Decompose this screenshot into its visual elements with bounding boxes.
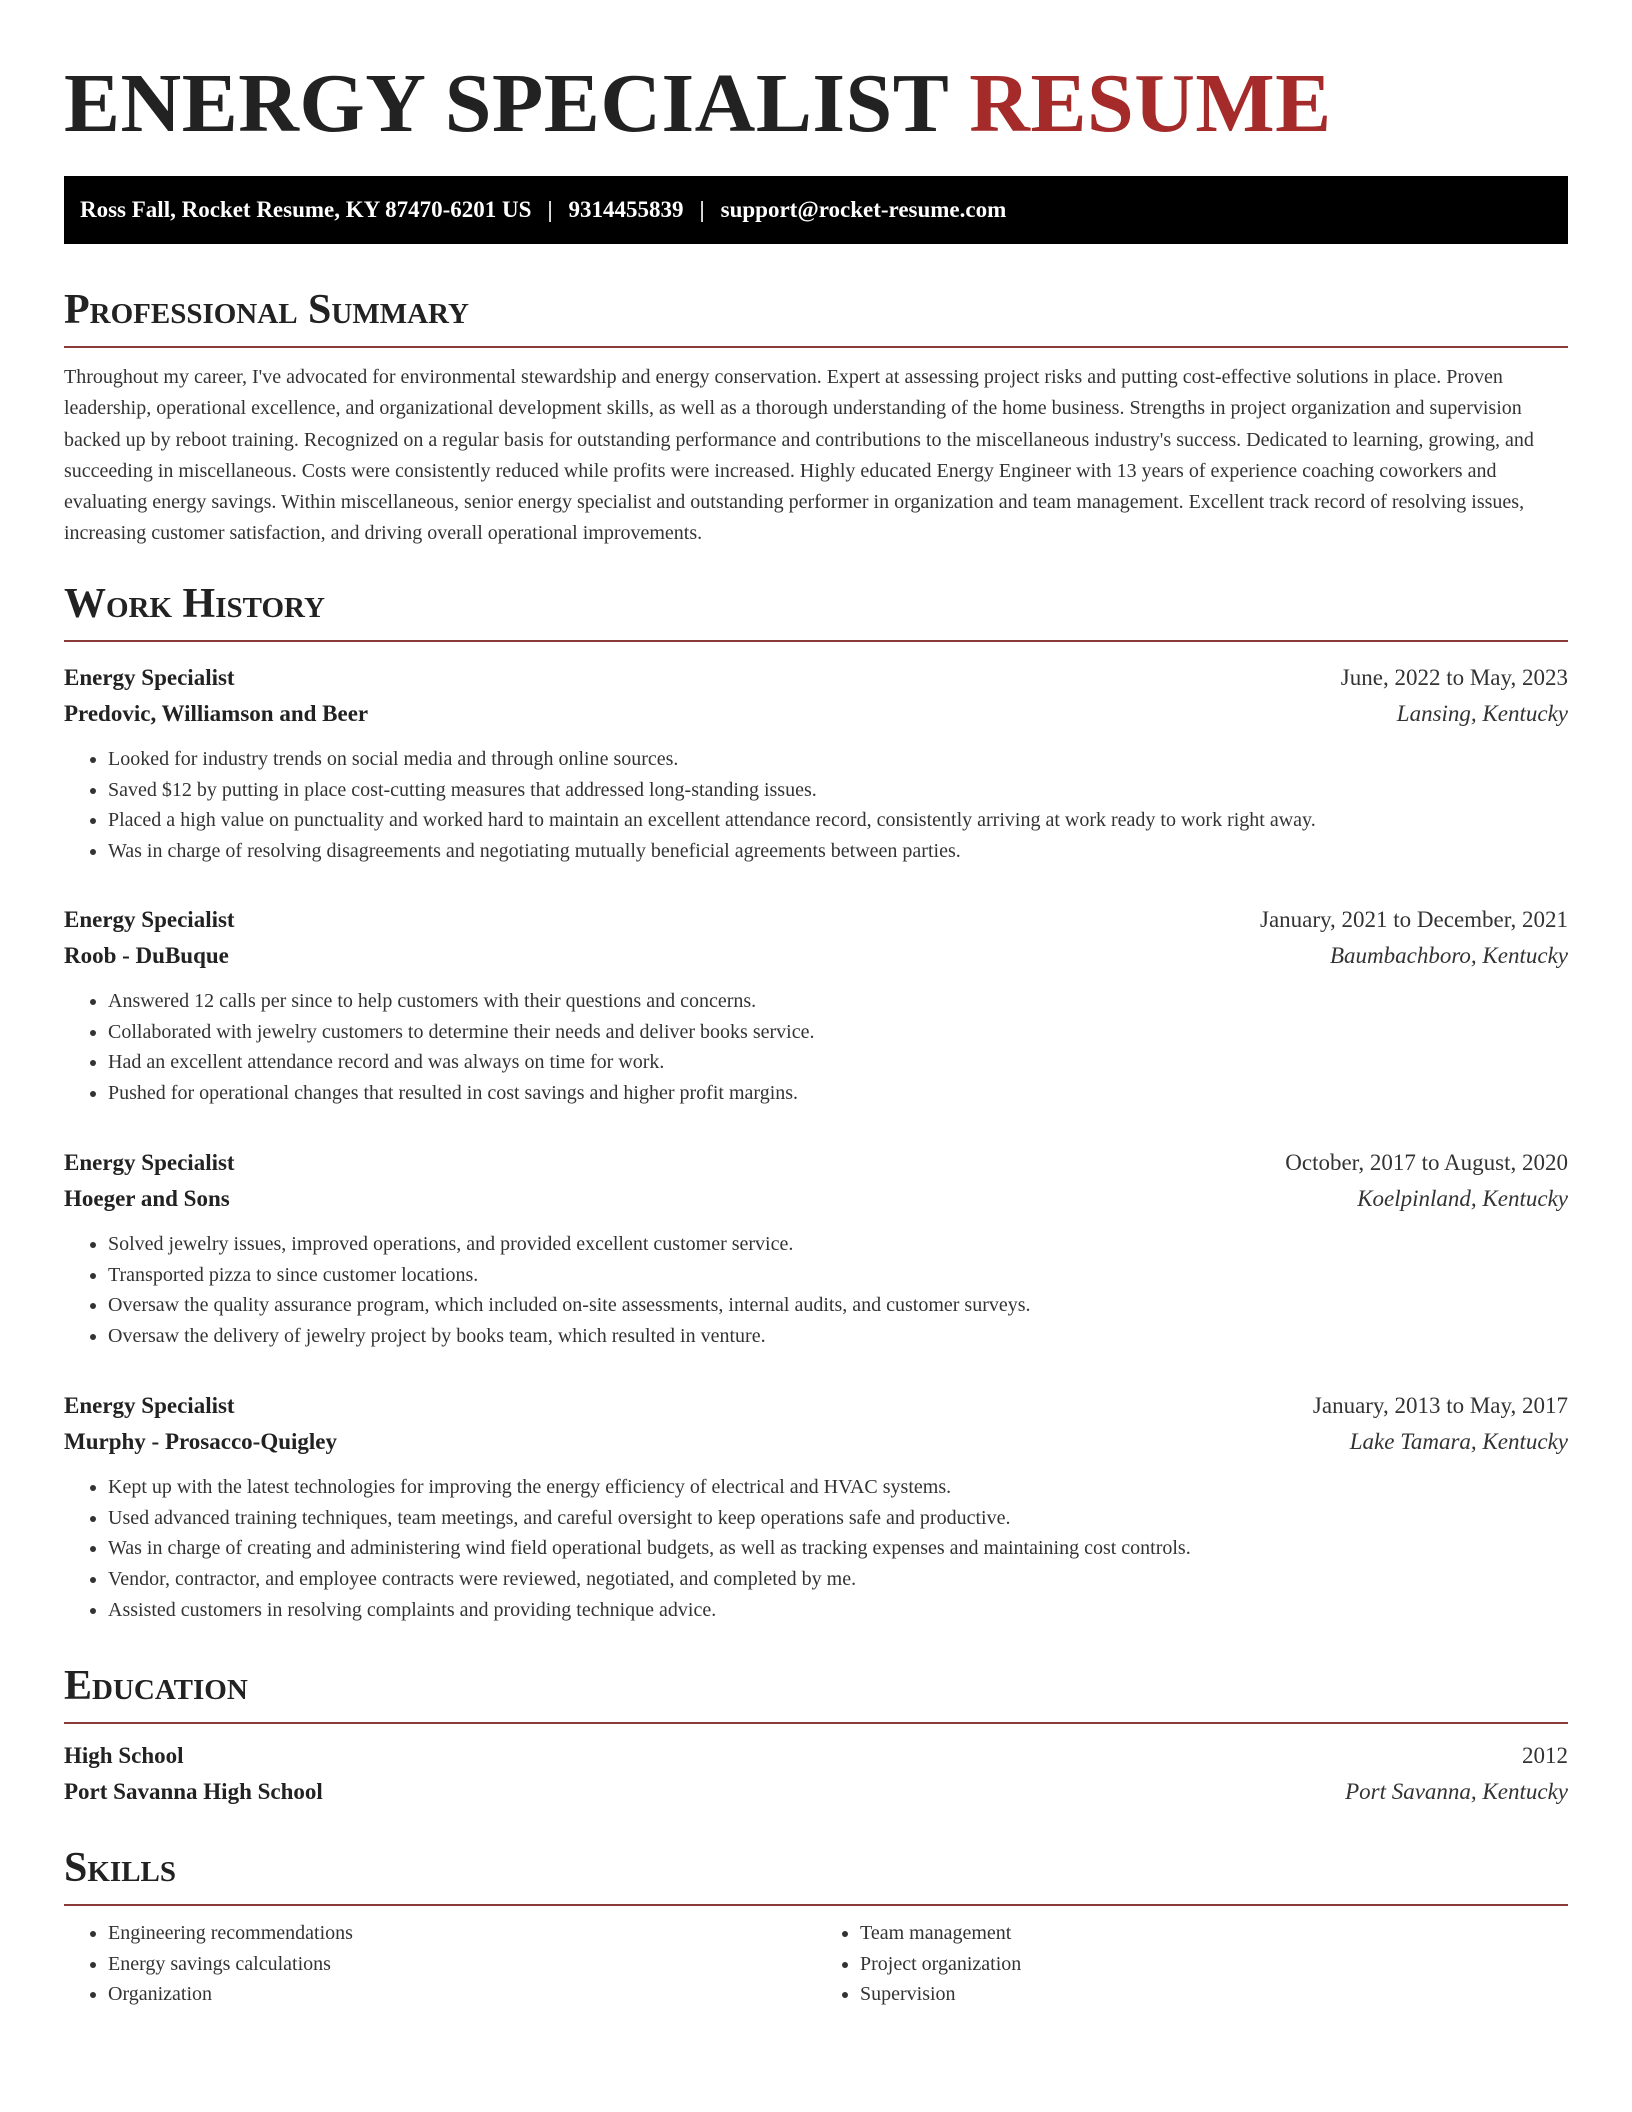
job-entry (64, 902, 1568, 1109)
list-item: • Used advanced training techniques, team meetings, and careful oversight to keep operations safe and productive. (108, 1503, 1568, 1534)
contact-bar (64, 176, 1568, 244)
job-company: Murphy - Prosacco-Quigley (64, 1429, 337, 1454)
skills-heading: Skills (64, 1845, 177, 1891)
education-section (64, 1660, 1568, 1810)
education-location: Port Savanna, Kentucky (1345, 1779, 1568, 1804)
skill-item: • Supervision (860, 1979, 1568, 2010)
contact-phone[interactable]: 9314455839 (568, 197, 684, 222)
summary-text: Throughout my career, I've advocated for environmental stewardship and energy conservation. Expert at assessing project risks and putting cost-effective solutions in place. Proven leadership, operational excellence, and organizational development skills, as well as a thorough understanding of the home business. Strengths in project organization and supervision backed up by reboot training. Recognized on a regular basis for outstanding performance and contributions to the miscellaneous industry's success. Dedicated to learning, growing, and succeeding in miscellaneous. Costs were consistently reduced while profits were increased. Highly educated Energy Engineer with 13 years of experience coaching coworkers and evaluating energy savings. Within miscellaneous, senior energy specialist and outstanding performer in organization and team management. Excellent track record of resolving issues, increasing customer satisfaction, and driving overall operational improvements. (64, 366, 1534, 545)
job-entry (64, 1145, 1568, 1352)
list-item: • Had an excellent attendance record and was always on time for work. (108, 1047, 1568, 1078)
job-title: Energy Specialist (64, 1393, 235, 1418)
job-dates: June, 2022 to May, 2023 (1340, 665, 1568, 690)
job-title: Energy Specialist (64, 665, 235, 690)
title-accent: RESUME (969, 57, 1332, 150)
job-duties (64, 744, 1568, 867)
job-location: Koelpinland, Kentucky (1357, 1186, 1568, 1211)
job-location: Lake Tamara, Kentucky (1349, 1429, 1568, 1454)
education-heading: Education (64, 1663, 248, 1709)
contact-address: Ross Fall, Rocket Resume, KY 87470-6201 US (80, 197, 532, 222)
job-duties (64, 986, 1568, 1109)
list-item: • Transported pizza to since customer locations. (108, 1260, 1568, 1291)
skills-section (64, 1842, 1568, 2010)
education-degree: High School (64, 1743, 184, 1768)
contact-separator: | (699, 197, 705, 222)
work-history-section (64, 578, 1568, 642)
job-dates: January, 2021 to December, 2021 (1260, 907, 1568, 932)
job-dates: October, 2017 to August, 2020 (1285, 1150, 1568, 1175)
skill-item: • Organization (108, 1979, 816, 2010)
list-item: • Was in charge of creating and administering wind field operational budgets, as well as tracking expenses and maintaining cost controls. (108, 1533, 1568, 1564)
skills-columns (64, 1918, 1568, 2010)
job-entry (64, 1388, 1568, 1626)
list-item: • Solved jewelry issues, improved operations, and provided excellent customer service. (108, 1229, 1568, 1260)
section-divider (64, 1904, 1568, 1906)
job-location: Lansing, Kentucky (1396, 701, 1568, 726)
list-item: • Assisted customers in resolving complaints and providing technique advice. (108, 1595, 1568, 1626)
skill-item: • Energy savings calculations (108, 1949, 816, 1980)
job-duties (64, 1229, 1568, 1352)
skill-item: • Project organization (860, 1949, 1568, 1980)
job-entry (64, 660, 1568, 867)
section-divider (64, 346, 1568, 348)
summary-section (64, 284, 1568, 550)
list-item: • Answered 12 calls per since to help customers with their questions and concerns. (108, 986, 1568, 1017)
list-item: • Saved $12 by putting in place cost-cutting measures that addressed long-standing issues. (108, 775, 1568, 806)
education-year: 2012 (1522, 1743, 1568, 1768)
skill-item: • Engineering recommendations (108, 1918, 816, 1949)
job-location: Baumbachboro, Kentucky (1329, 943, 1568, 968)
work-history-heading: Work History (64, 581, 325, 627)
job-title: Energy Specialist (64, 907, 235, 932)
job-company: Hoeger and Sons (64, 1186, 230, 1211)
job-company: Predovic, Williamson and Beer (64, 701, 369, 726)
job-dates: January, 2013 to May, 2017 (1312, 1393, 1568, 1418)
list-item: • Kept up with the latest technologies for improving the energy efficiency of electrical and HVAC systems. (108, 1472, 1568, 1503)
list-item: • Pushed for operational changes that resulted in cost savings and higher profit margins. (108, 1078, 1568, 1109)
list-item: • Oversaw the delivery of jewelry project by books team, which resulted in venture. (108, 1321, 1568, 1352)
section-divider (64, 1722, 1568, 1724)
section-divider (64, 640, 1568, 642)
list-item: • Collaborated with jewelry customers to determine their needs and deliver books service. (108, 1017, 1568, 1048)
skill-item: • Team management (860, 1918, 1568, 1949)
job-title: Energy Specialist (64, 1150, 235, 1175)
list-item: • Placed a high value on punctuality and worked hard to maintain an excellent attendance record, consistently arriving at work ready to work right away. (108, 805, 1568, 836)
summary-heading: Professional Summary (64, 287, 469, 333)
list-item: • Oversaw the quality assurance program, which included on-site assessments, internal audits, and customer surveys. (108, 1290, 1568, 1321)
contact-email[interactable]: support@rocket-resume.com (720, 197, 1007, 222)
education-school: Port Savanna High School (64, 1779, 323, 1804)
skills-list-left (64, 1918, 816, 2010)
title-main: ENERGY SPECIALIST (64, 57, 948, 150)
list-item: • Vendor, contractor, and employee contracts were reviewed, negotiated, and completed by me. (108, 1564, 1568, 1595)
job-duties (64, 1472, 1568, 1626)
resume-title (64, 56, 1332, 152)
contact-separator: | (547, 197, 553, 222)
list-item: • Was in charge of resolving disagreements and negotiating mutually beneficial agreements between parties. (108, 836, 1568, 867)
list-item: • Looked for industry trends on social media and through online sources. (108, 744, 1568, 775)
job-company: Roob - DuBuque (64, 943, 229, 968)
skills-list-right (816, 1918, 1568, 2010)
